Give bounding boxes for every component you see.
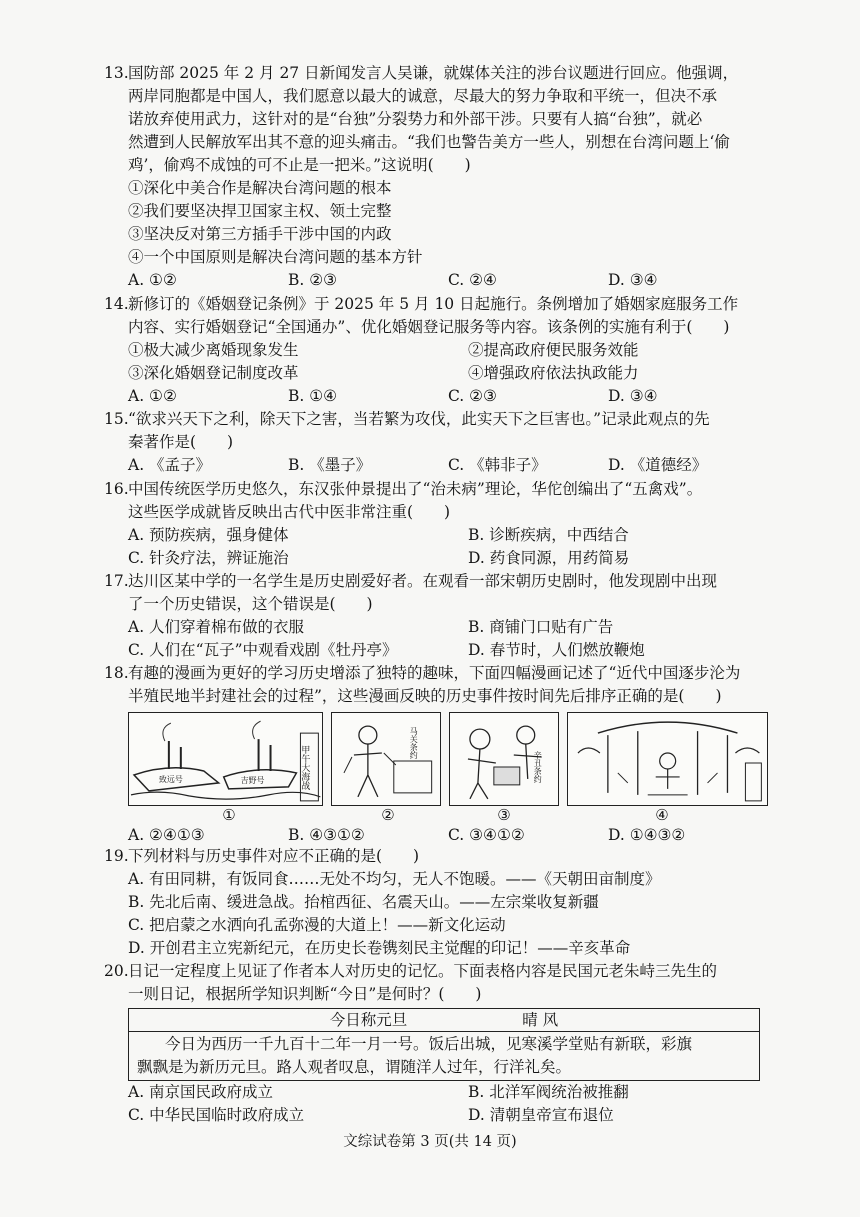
diary-header — [129, 1009, 759, 1032]
comic-label: ④ — [655, 806, 669, 824]
statement-item: ①极大减少离婚现象发生 — [128, 341, 299, 359]
question-17 — [104, 570, 768, 662]
question-text: 这些医学成就皆反映出古代中医非常注重( ) — [128, 503, 451, 521]
question-text: 下列材料与历史事件对应不正确的是( ) — [128, 847, 420, 865]
option-a: A. 预防疾病，强身健体 — [128, 526, 289, 544]
answer-options — [128, 616, 768, 662]
option-a: A. 《孟子》 — [128, 456, 212, 474]
statement-item: ③深化婚姻登记制度改革 — [128, 364, 299, 382]
option-b: B. 诊断疾病，中西结合 — [468, 526, 629, 544]
page-footer: 文综试卷第 3 页(共 14 页) — [343, 1134, 517, 1150]
option-b: B. 先北后南、缓进急战。抬棺西征、名震天山。——左宗棠收复新疆 — [128, 893, 599, 911]
question-18 — [104, 662, 768, 847]
option-a: A. 有田同耕，有饭同食……无处不均匀，无人不饱暖。——《天朝田亩制度》 — [128, 870, 661, 888]
question-number: 16. — [104, 480, 129, 498]
option-b: B. ②③ — [288, 271, 338, 289]
treaty-figure-drawing — [332, 713, 440, 805]
statement-item: ④一个中国原则是解决台湾问题的基本方针 — [128, 248, 423, 266]
comic-caption: 马关条约 — [409, 727, 419, 759]
question-13 — [104, 62, 768, 292]
option-d: D. 开创君主立宪新纪元，在历史长卷镌刻民主觉醒的印记！——辛亥革命 — [128, 939, 631, 957]
answer-options — [128, 385, 768, 408]
answer-options — [128, 454, 768, 477]
option-c: C. 把启蒙之水洒向孔孟弥漫的大道上！——新文化运动 — [128, 916, 506, 934]
comic-signing — [449, 712, 559, 806]
option-c: C. 针灸疗法，辨证施治 — [128, 549, 289, 567]
option-c: C. ②③ — [448, 387, 497, 405]
comic-caption: 甲午大海战 — [299, 745, 310, 790]
question-text: 了一个历史错误，这个错误是( ) — [128, 595, 373, 613]
comic-palace-scene — [567, 712, 768, 806]
option-d: D. 《道德经》 — [608, 456, 708, 474]
question-text: 秦著作是( ) — [128, 433, 234, 451]
option-a: A. ①② — [128, 271, 177, 289]
question-number: 13. — [104, 64, 129, 82]
question-text: “欲求兴天下之利，除天下之害，当若繁为攻伐，此实天下之巨害也。”记录此观点的先 — [128, 410, 710, 428]
question-text: 中国传统医学历史悠久，东汉张仲景提出了“治未病”理论，华佗创编出了“五禽戏”。 — [128, 480, 703, 498]
comic-label: ② — [381, 806, 395, 824]
ship-label: 吉野号 — [240, 775, 265, 785]
statement-item: ①深化中美合作是解决台湾问题的根本 — [128, 179, 392, 197]
statement-item: ③坚决反对第三方插手干涉中国的内政 — [128, 225, 392, 243]
option-b: B. 商铺门口贴有广告 — [468, 618, 614, 636]
option-b: B. ①④ — [288, 387, 338, 405]
option-b: B. 北洋军阀统治被推翻 — [468, 1083, 629, 1101]
signing-drawing — [450, 713, 558, 805]
option-c: C. 人们在“瓦子”中观看戏剧《牡丹亭》 — [128, 641, 398, 659]
question-text: 然遭到人民解放军出其不意的迎头痛击。“我们也警告美方一些人，别想在台湾问题上‘偷 — [128, 133, 730, 151]
comic-caption: 辛丑条约 — [533, 751, 543, 783]
statement-items — [128, 339, 768, 385]
option-d: D. 清朝皇帝宣布退位 — [468, 1106, 614, 1124]
answer-options — [128, 269, 768, 292]
question-text: 有趣的漫画为更好的学习历史增添了独特的趣味，下面四幅漫画记述了“近代中国逐步沦为 — [128, 664, 741, 682]
option-a: A. 南京国民政府成立 — [128, 1083, 274, 1101]
question-text: 一则日记，根据所学知识判断“今日”是何时？( ) — [128, 985, 482, 1003]
answer-options — [128, 824, 768, 847]
comic-label: ③ — [497, 806, 511, 824]
statement-item: ④增强政府依法执政能力 — [468, 364, 639, 382]
diary-line: 今日为西历一千九百十二年一月一号。饭后出城，见寒溪学堂贴有新联，彩旗 — [165, 1035, 693, 1053]
ship-label: 致远号 — [158, 774, 183, 784]
option-c: C. 《韩非子》 — [448, 456, 547, 474]
question-text: 诺放弃使用武力，这针对的是“台独”分裂势力和外部干涉。只要有人搞“台独”，就必 — [128, 110, 703, 128]
question-15 — [104, 408, 768, 477]
statement-item: ②我们要坚决捍卫国家主权、领土完整 — [128, 202, 392, 220]
question-20 — [104, 960, 768, 1127]
option-d: D. 药食同源，用药简易 — [468, 549, 630, 567]
question-14 — [104, 293, 768, 408]
question-text: 鸡’，偷鸡不成蚀的可不止是一把米。”这说明( ) — [128, 156, 471, 174]
question-text: 内容、实行婚姻登记“全国通办”、优化婚姻登记服务等内容。该条例的实施有利于( ) — [128, 318, 730, 336]
comic-treaty-figure — [331, 712, 441, 806]
question-number: 19. — [104, 847, 129, 865]
statement-item: ②提高政府便民服务效能 — [468, 341, 639, 359]
option-c: C. ③④①② — [448, 826, 525, 844]
comic-label: ① — [222, 806, 236, 824]
question-text: 国防部 2025 年 2 月 27 日新闻发言人吴谦，就媒体关注的涉台议题进行回应。他强调， — [128, 64, 739, 82]
question-text: 达川区某中学的一名学生是历史剧爱好者。在观看一部宋朝历史剧时，他发现剧中出现 — [128, 572, 718, 590]
question-number: 14. — [104, 295, 129, 313]
answer-options — [128, 524, 768, 570]
question-text: 日记一定程度上见证了作者本人对历史的记忆。下面表格内容是民国元老朱峙三先生的 — [128, 962, 718, 980]
option-a: A. ②④①③ — [128, 826, 205, 844]
diary-line: 飘飘是为新历元旦。路人观者叹息，谓随洋人过年，行洋礼矣。 — [137, 1058, 572, 1076]
question-text: 新修订的《婚姻登记条例》于 2025 年 5 月 10 日起施行。条例增加了婚姻家庭服务工作 — [128, 295, 739, 313]
option-d: D. ③④ — [608, 271, 658, 289]
option-d: D. ③④ — [608, 387, 658, 405]
question-number: 17. — [104, 572, 129, 590]
option-c: C. ②④ — [448, 271, 497, 289]
comic-naval-battle — [128, 712, 323, 806]
option-c: C. 中华民国临时政府成立 — [128, 1106, 305, 1124]
option-a: A. ①② — [128, 387, 177, 405]
option-a: A. 人们穿着棉布做的衣服 — [128, 618, 305, 636]
question-16 — [104, 478, 768, 570]
question-number: 15. — [104, 410, 129, 428]
diary-title: 今日称元旦 — [329, 1011, 408, 1029]
answer-options — [128, 1081, 768, 1127]
option-d: D. 春节时，人们燃放鞭炮 — [468, 641, 645, 659]
option-b: B. ④③①② — [288, 826, 365, 844]
diary-body — [129, 1032, 759, 1080]
option-d: D. ①④③② — [608, 826, 686, 844]
comic-strip — [128, 712, 768, 806]
question-text: 两岸同胞都是中国人，我们愿意以最大的诚意，尽最大的努力争取和平统一，但决不承 — [128, 87, 718, 105]
question-text: 半殖民地半封建社会的过程”，这些漫画反映的历史事件按时间先后排序正确的是( ) — [128, 687, 722, 705]
diary-table — [128, 1008, 760, 1081]
question-19 — [104, 845, 768, 960]
question-number: 18. — [104, 664, 129, 682]
palace-scene-drawing — [568, 713, 767, 805]
comic-labels — [128, 806, 768, 824]
diary-weather: 晴 风 — [522, 1011, 559, 1029]
naval-battle-drawing — [129, 713, 322, 805]
question-number: 20. — [104, 962, 129, 980]
option-b: B. 《墨子》 — [288, 456, 372, 474]
